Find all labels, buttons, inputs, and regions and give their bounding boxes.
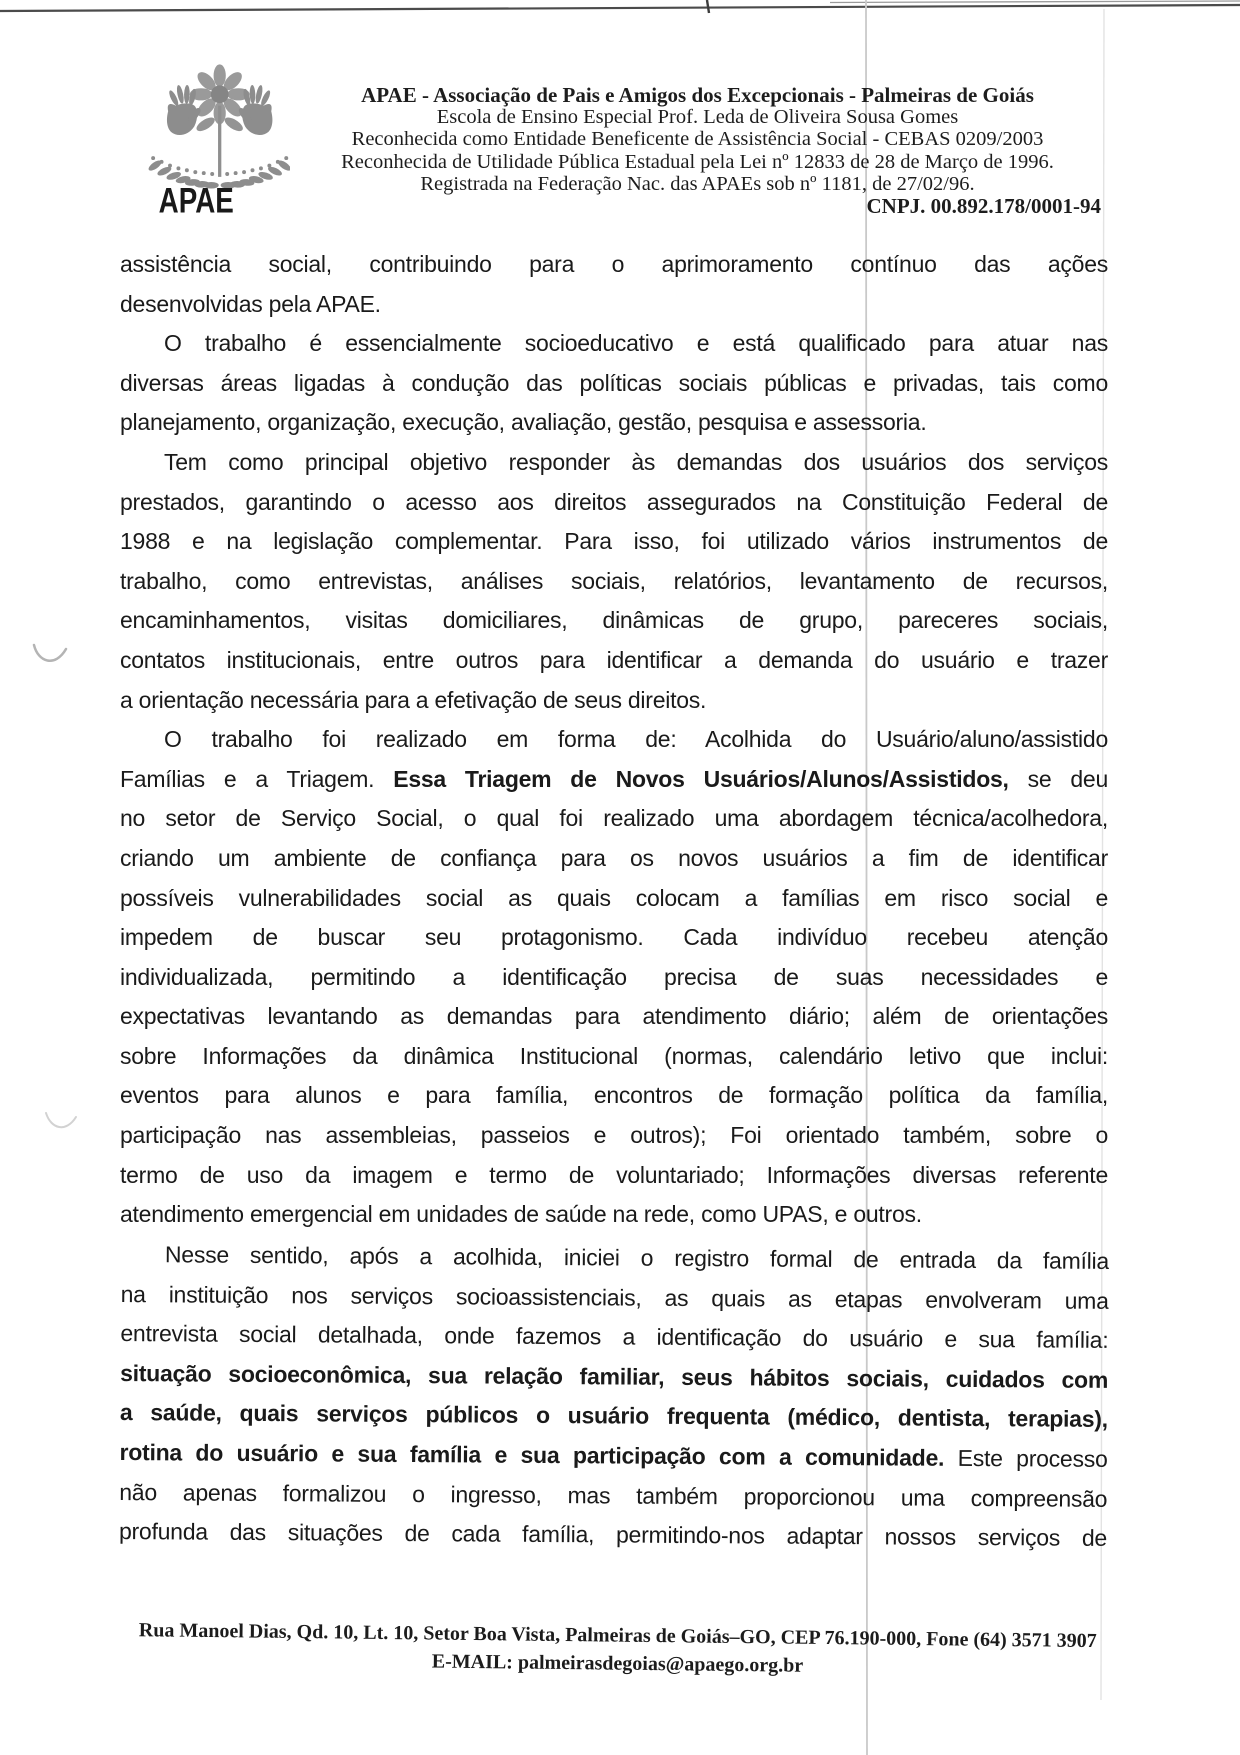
cebas-recognition: Reconhecida como Entidade Beneficente de Assistência Social - CEBAS 0209/2003 (351, 128, 1044, 151)
text-segment: Este processo (944, 1444, 1108, 1472)
text-segment: no setor de Serviço Social, o qual foi realizado uma abordagem técnica/acolhedora, (120, 805, 1108, 832)
text-line (120, 681, 1108, 721)
text-line (120, 720, 1108, 760)
text-segment: assistência social, contribuindo para o aprimoramento contínuo das ações (120, 251, 1108, 277)
text-segment: trabalho, como entrevistas, análises sociais, relatórios, levantamento de recursos, (120, 567, 1108, 594)
text-line (120, 997, 1108, 1037)
text-segment: Famílias e a Triagem. (120, 765, 394, 792)
text-segment: prestados, garantindo o acesso aos direitos assegurados na Constituição Federal de (120, 488, 1108, 515)
text-line (120, 443, 1108, 483)
pen-mark-icon (34, 645, 66, 661)
footer-address: Rua Manoel Dias, Qd. 10, Lt. 10, Setor Boa Vista, Palmeiras de Goiás–GO, CEP 76.190-000, Fone (64) 3571 3907 (138, 1619, 1097, 1653)
text-segment: O trabalho foi realizado em forma de: Acolhida do Usuário/aluno/assistido (164, 726, 1108, 753)
letterhead (280, 84, 1115, 217)
paragraph (120, 245, 1108, 324)
text-line (120, 1195, 1108, 1235)
text-segment: contatos institucionais, entre outros para identificar a demanda do usuário e trazer (120, 646, 1108, 673)
bold-text-segment: rotina do usuário e sua família e sua participação com a comunidade. (119, 1438, 945, 1471)
text-segment: eventos para alunos e para família, encontros de formação política da família, (120, 1082, 1108, 1109)
paragraph (120, 324, 1108, 443)
text-segment: entrevista social detalhada, onde fazemos a identificação do usuário e sua família: (120, 1320, 1109, 1353)
text-line (120, 879, 1108, 919)
top-tick-mark (707, 0, 709, 13)
text-line (121, 1235, 1109, 1281)
text-segment: na instituição nos serviços socioassistenciais, as quais as etapas envolveram uma (120, 1280, 1109, 1314)
text-line (120, 918, 1108, 958)
text-segment: a orientação necessária para a efetivação de seus direitos. (120, 686, 707, 713)
paragraph (120, 720, 1108, 1235)
text-segment: diversas áreas ligadas à condução das políticas sociais públicas e privadas, tais como (120, 369, 1108, 396)
text-line (120, 562, 1108, 602)
bold-text-segment: Essa Triagem de Novos Usuários/Alunos/Assistidos, (393, 765, 1009, 792)
text-segment: encaminhamentos, visitas domiciliares, dinâmicas de grupo, pareceres sociais, (120, 607, 1108, 634)
footer-email: E-MAIL: palmeirasdegoias@apaego.org.br (431, 1650, 804, 1677)
text-segment: desenvolvidas pela APAE. (120, 290, 381, 317)
text-segment: impedem de buscar seu protagonismo. Cada indivíduo recebeu atenção (120, 924, 1108, 951)
text-segment: planejamento, organização, execução, avaliação, gestão, pesquisa e assessoria. (120, 409, 927, 436)
apae-logo-icon (140, 64, 290, 224)
federation-registration: Registrada na Federação Nac. das APAEs sob nº 1181, de 27/02/96. (420, 172, 975, 195)
text-line (120, 1116, 1108, 1156)
text-line (119, 1512, 1107, 1558)
text-line (120, 799, 1108, 839)
footer (121, 1616, 1114, 1683)
text-line (121, 1274, 1109, 1320)
text-line (120, 522, 1108, 562)
text-line (120, 1076, 1108, 1116)
text-segment: expectativas levantando as demandas para atendimento diário; além de orientações (120, 1003, 1108, 1030)
text-line (120, 1314, 1108, 1360)
text-line (120, 285, 1108, 325)
text-segment: Nesse sentido, após a acolhida, iniciei o registro formal de entrada da família (164, 1241, 1110, 1274)
text-line (119, 1472, 1107, 1518)
text-line (119, 1433, 1107, 1479)
text-line (120, 958, 1108, 998)
text-line (120, 1354, 1108, 1400)
text-line (120, 364, 1108, 404)
logo-wordmark: APAE (158, 180, 234, 221)
text-line (120, 403, 1108, 443)
text-line (120, 1393, 1108, 1439)
text-segment: participação nas assembleias, passeios e outros); Foi orientado também, sobre o (120, 1122, 1108, 1149)
text-segment: sobre Informações da dinâmica Institucional (normas, calendário letivo que inclui: (120, 1042, 1108, 1069)
cnpj: CNPJ. 00.892.178/0001-94 (866, 194, 1101, 219)
text-segment: possíveis vulnerabilidades social as quais colocam a famílias em risco social e (120, 884, 1108, 911)
school-name: Escola de Ensino Especial Prof. Leda de Oliveira Sousa Gomes (436, 106, 959, 129)
text-segment: termo de uso da imagem e termo de voluntariado; Informações diversas referente (120, 1161, 1108, 1188)
bold-text-segment: situação socioeconômica, sua relação familiar, seus hábitos sociais, cuidados com (120, 1359, 1109, 1393)
text-line (120, 245, 1108, 285)
text-segment: 1988 e na legislação complementar. Para isso, foi utilizado vários instrumentos de (120, 528, 1108, 555)
text-segment: criando um ambiente de confiança para os novos usuários a fim de identificar (120, 844, 1108, 871)
top-right-hairline (830, 1, 1240, 3)
bold-text-segment: a saúde, quais serviços públicos o usuário frequenta (médico, dentista, terapias), (119, 1399, 1108, 1433)
pen-mark-icon (46, 1113, 76, 1127)
text-line (120, 483, 1108, 523)
top-rule (0, 5, 1240, 11)
text-segment: não apenas formalizou o ingresso, mas também proporcionou uma compreensão (119, 1478, 1108, 1512)
text-line (120, 324, 1108, 364)
text-segment: Tem como principal objetivo responder às demandas dos usuários dos serviços (164, 448, 1108, 475)
text-line (120, 1156, 1108, 1196)
text-line (120, 641, 1108, 681)
org-name: APAE - Associação de Pais e Amigos dos Excepcionais - Palmeiras de Goiás (361, 83, 1034, 107)
text-line (120, 601, 1108, 641)
state-law-recognition: Reconhecida de Utilidade Pública Estadual pela Lei nº 12833 de 28 de Março de 1996. (341, 150, 1054, 173)
body-text (120, 245, 1108, 1552)
text-segment: profunda das situações de cada família, permitindo-nos adaptar nossos serviços de (118, 1517, 1108, 1551)
text-line (120, 839, 1108, 879)
paragraph (119, 1235, 1109, 1559)
text-line (120, 1037, 1108, 1077)
text-segment: individualizada, permitindo a identificação precisa de suas necessidades e (120, 963, 1108, 990)
text-segment: O trabalho é essencialmente socioeducativo e está qualificado para atuar nas (164, 330, 1108, 357)
text-segment: atendimento emergencial em unidades de saúde na rede, como UPAS, e outros. (120, 1201, 922, 1228)
paragraph (120, 443, 1108, 720)
text-line (120, 760, 1108, 800)
text-segment: se deu (1008, 765, 1108, 792)
